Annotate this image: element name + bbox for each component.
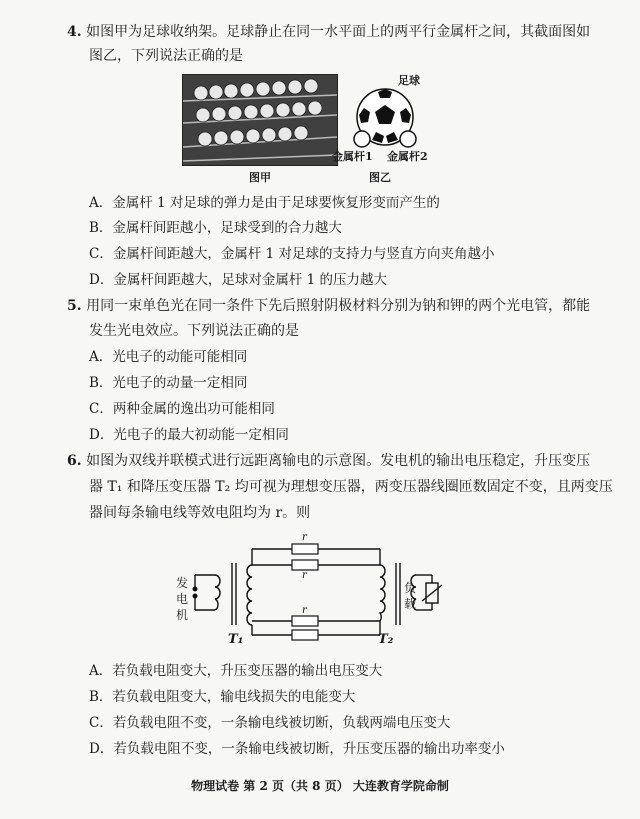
- q4-text-line1: 如图甲为足球收纳架。足球静止在同一水平面上的两平行金属杆之间，其截面图如: [86, 24, 591, 40]
- rod-1-circle: [354, 131, 370, 147]
- rack-illustration: [183, 75, 337, 165]
- q5-option-a: A．光电子的动能可能相同: [89, 349, 248, 365]
- generator-terminal-icon: [193, 587, 197, 591]
- resistor-upper-1-icon: [292, 544, 318, 554]
- t2-primary-coil-icon: [380, 565, 385, 621]
- q4-option-b: B．金属杆间距越小，足球受到的合力越大: [89, 220, 342, 236]
- q5-option-d: D．光电子的最大初动能一定相同: [89, 427, 289, 443]
- resistor-upper-2-icon: [292, 560, 318, 570]
- q6-option-d: D．若负载电阻不变，一条输电线被切断，升压变压器的输出功率变小: [89, 741, 505, 757]
- q4-number: 4.: [67, 24, 82, 40]
- label-ball: 足球: [398, 74, 420, 87]
- page-footer: 物理试卷 第 2 页（共 8 页） 大连教育学院命制: [191, 779, 449, 793]
- q5-text-line1: 用同一束单色光在同一条件下先后照射阴极材料分别为钠和钾的两个光电管，都能: [86, 298, 591, 314]
- resistor-lower-1-icon: [292, 616, 318, 626]
- q6-number: 6.: [67, 453, 82, 469]
- q5-stem-line1: [67, 296, 590, 316]
- t1-secondary-coil-icon: [247, 565, 252, 625]
- q6-option-a: A．若负载电阻变大，升压变压器的输出电压变大: [89, 663, 383, 679]
- generator-label: 发电机: [176, 576, 189, 622]
- q5-option-b: B．光电子的动量一定相同: [89, 375, 248, 391]
- r-label-2: r: [302, 570, 307, 581]
- q6-stem-line2: 器 T₁ 和降压变压器 T₂ 均可视为理想变压器，两变压器线圈匝数固定不变，且两变压: [89, 479, 613, 495]
- t1-label: T₁: [228, 632, 244, 647]
- q5-stem-line2: 发生光电效应。下列说法正确的是: [89, 323, 299, 339]
- t2-label: T₂: [378, 632, 394, 647]
- q4-stem-line2: 图乙，下列说法正确的是: [89, 48, 243, 64]
- q5-number: 5.: [67, 298, 82, 314]
- q6-option-c: C．若负载电阻不变，一条输电线被切断，负载两端电压变大: [89, 715, 451, 731]
- figure-b-caption: 图乙: [369, 171, 391, 184]
- load-label: 负载: [404, 581, 417, 611]
- q6-stem-line3: 器间每条输电线等效电阻均为 r。则: [89, 505, 311, 521]
- q6-text-line1: 如图为双线并联模式进行远距离输电的示意图。发电机的输出电压稳定，升压变压: [86, 453, 591, 469]
- r-label-1: r: [302, 532, 307, 543]
- q6-option-b: B．若负载电阻变大，输电线损失的电能变大: [89, 689, 356, 705]
- q4-stem-line1: [67, 22, 590, 42]
- resistor-lower-2-icon: [292, 630, 318, 640]
- q5-option-c: C．两种金属的逸出功可能相同: [89, 401, 275, 417]
- q4-option-d: D．金属杆间距越大，足球对金属杆 1 的压力越大: [89, 272, 387, 288]
- label-rod-1: 金属杆1: [332, 150, 373, 163]
- label-rod-2: 金属杆2: [387, 150, 428, 163]
- t1-primary-coil-icon: [215, 575, 220, 610]
- rod-2-circle: [400, 131, 416, 147]
- q4-option-c: C．金属杆间距越大，金属杆 1 对足球的支持力与竖直方向夹角越小: [89, 246, 495, 262]
- q6-stem-line1: [67, 451, 590, 471]
- figure-a-photo: [182, 74, 338, 166]
- figure-a-caption: 图甲: [249, 171, 271, 184]
- q4-option-a: A．金属杆 1 对足球的弹力是由于足球要恢复形变而产生的: [89, 195, 440, 211]
- r-label-3: r: [302, 605, 307, 616]
